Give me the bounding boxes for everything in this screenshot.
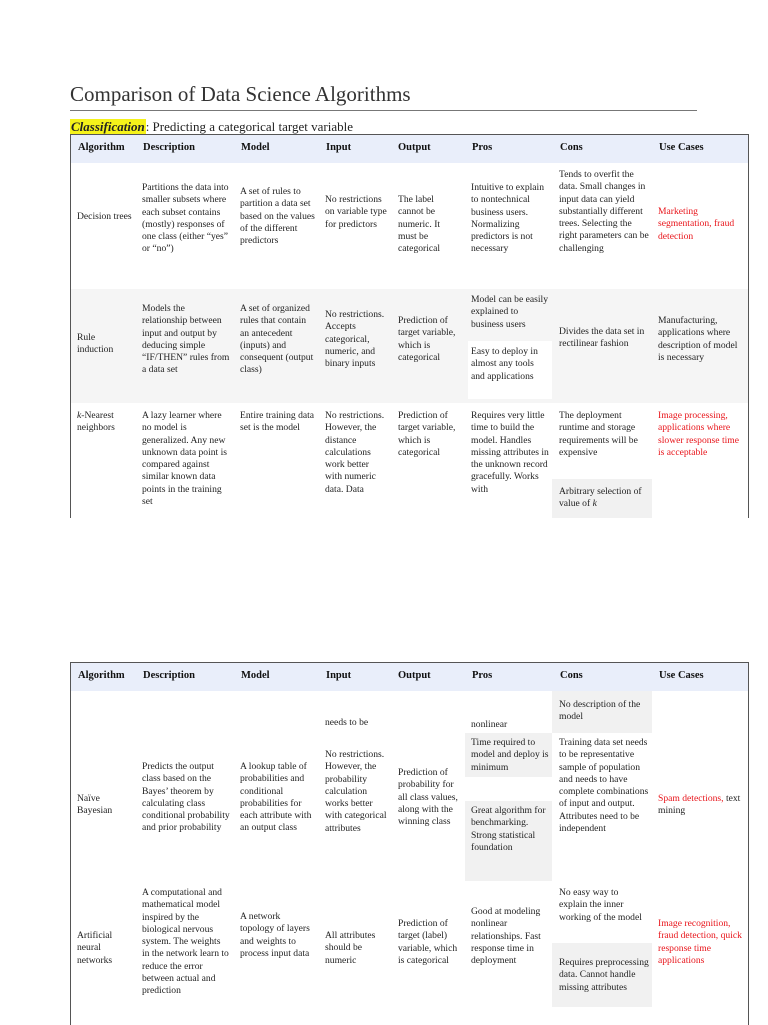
ann-use-cases: Image recognition, fraud detection, quick response time applications xyxy=(658,918,742,966)
decision-trees-cons: Tends to overfit the data. Small changes in input data can yield substantially different trees. Selecting the right parameters can be challenging xyxy=(559,169,649,254)
header-model: Model xyxy=(241,142,270,153)
comparison-table-part-1 xyxy=(70,134,749,518)
ann-pros: Good at modeling nonlinear relationships. Fast response time in deployment xyxy=(471,906,541,967)
header-description: Description xyxy=(143,670,195,681)
header-pros: Pros xyxy=(472,142,493,153)
ann-algorithm: Artificial neural networks xyxy=(77,930,113,966)
decision-trees-algorithm: Decision trees xyxy=(77,211,132,222)
naive-bayes-pros-2: Great algorithm for benchmarking. Strong statistical foundation xyxy=(471,805,546,853)
comparison-table-part-2 xyxy=(70,662,749,1025)
rule-induction-model: A set of organized rules that contain an antecedent (inputs) and consequent (output class) xyxy=(240,303,314,376)
naive-bayes-pros-1: Time required to model and deploy is minimum xyxy=(471,737,549,773)
classification-highlight: Classification xyxy=(71,119,145,134)
naive-bayes-description: Predicts the output class based on the Bayes’ theorem by calculating class conditional probability and prior probability xyxy=(142,761,230,834)
header-model: Model xyxy=(241,670,270,681)
title-divider xyxy=(70,110,697,111)
rule-induction-input: No restrictions. Accepts categorical, numeric, and binary inputs xyxy=(325,309,385,370)
knn-cons-2-k: k xyxy=(592,498,597,510)
decision-trees-pros: Intuitive to explain to nontechnical business users. Normalizing predictors is not necessary xyxy=(471,182,545,255)
knn-algorithm-rest: -Nearest neighbors xyxy=(77,410,115,434)
knn-cons-continued: No description of the model xyxy=(559,699,641,723)
header-output: Output xyxy=(398,142,431,153)
decision-trees-use-cases: Marketing segmentation, fraud detection xyxy=(658,206,735,242)
knn-cons-2 xyxy=(559,486,649,511)
section-subtitle xyxy=(70,119,353,135)
ann-model: A network topology of layers and weights to process input data xyxy=(240,911,310,959)
rule-induction-use-cases: Manufacturing, applications where description of model is necessary xyxy=(658,315,738,363)
header-input: Input xyxy=(326,670,352,681)
header-input: Input xyxy=(326,142,352,153)
decision-trees-output: The label cannot be numeric. It must be categorical xyxy=(398,194,441,255)
rule-induction-algorithm: Rule induction xyxy=(77,332,114,356)
table-row-naive-bayesian xyxy=(71,733,748,883)
header-output: Output xyxy=(398,670,431,681)
decision-trees-model: A set of rules to partition a data set based on the values of the different predictors xyxy=(240,186,315,247)
knn-description: A lazy learner where no model is generalized. Any new unknown data point is compared against similar known data points in the training set xyxy=(142,410,228,508)
header-cons: Cons xyxy=(560,670,583,681)
table-row-rule-induction xyxy=(71,289,748,403)
table-row-neural-networks xyxy=(71,883,748,1025)
knn-use-cases: Image processing, applications where slower response time is acceptable xyxy=(658,410,739,458)
naive-bayes-cons: Training data set needs to be representative sample of population and needs to have complete combinations of input and output. Attributes need to be independent xyxy=(559,737,649,835)
knn-algorithm xyxy=(77,410,133,435)
decision-trees-input: No restrictions on variable type for predictors xyxy=(325,194,387,230)
rule-induction-cons: Divides the data set in rectilinear fashion xyxy=(559,326,645,350)
header-cons: Cons xyxy=(560,142,583,153)
ann-output: Prediction of target (label) variable, which is categorical xyxy=(398,918,458,966)
rule-induction-output: Prediction of target variable, which is categorical xyxy=(398,315,456,363)
knn-cons-2-text: Arbitrary selection of value of xyxy=(559,486,642,510)
table-header xyxy=(71,135,748,163)
table-row-decision-trees xyxy=(71,163,748,289)
naive-bayes-input: No restrictions. However, the probability calculation works better with categorical attributes xyxy=(325,749,387,834)
naive-bayes-model: A lookup table of probabilities and conditional probabilities for each attribute with an output class xyxy=(240,761,312,834)
knn-algorithm-k: k xyxy=(77,410,82,421)
naive-bayes-use-cases-black: text mining xyxy=(658,793,741,817)
rule-induction-description: Models the relationship between input and output by deducing simple “IF/THEN” rules from a data set xyxy=(142,303,230,376)
ann-input: All attributes should be numeric xyxy=(325,930,376,966)
header-use-cases: Use Cases xyxy=(659,142,704,153)
subtitle-text: : Predicting a categorical target variable xyxy=(145,119,353,134)
naive-bayes-use-cases xyxy=(658,793,742,818)
knn-input-continued: needs to be xyxy=(325,717,369,728)
naive-bayes-use-cases-red: Spam detections, xyxy=(658,793,724,804)
rule-induction-pros-2: Easy to deploy in almost any tools and applications xyxy=(471,346,538,382)
header-description: Description xyxy=(143,142,195,153)
rule-induction-pros-1: Model can be easily explained to business users xyxy=(471,294,548,330)
knn-pros: Requires very little time to build the model. Handles missing attributes in the unknown record gracefully. Works with xyxy=(471,410,549,495)
naive-bayes-output: Prediction of probability for all class values, along with the winning class xyxy=(398,767,458,828)
naive-bayes-algorithm: Naïve Bayesian xyxy=(77,793,113,817)
knn-cons-1: The deployment runtime and storage requirements will be expensive xyxy=(559,410,638,458)
knn-model: Entire training data set is the model xyxy=(240,410,315,434)
header-algorithm: Algorithm xyxy=(78,670,125,681)
knn-pros-continued: nonlinear xyxy=(471,719,508,730)
knn-input: No restrictions. However, the distance calculations work better with numeric data. Data xyxy=(325,410,385,495)
ann-cons-1: No easy way to explain the inner working of the model xyxy=(559,887,642,923)
ann-cons-2: Requires preprocessing data. Cannot handle missing attributes xyxy=(559,957,649,993)
table-header xyxy=(71,663,748,691)
header-algorithm: Algorithm xyxy=(78,142,125,153)
header-use-cases: Use Cases xyxy=(659,670,704,681)
ann-description: A computational and mathematical model inspired by the biological nervous system. The weights in the network learn to reduce the error between actual and prediction xyxy=(142,887,229,997)
header-pros: Pros xyxy=(472,670,493,681)
page-title: Comparison of Data Science Algorithms xyxy=(70,82,411,106)
knn-output: Prediction of target variable, which is categorical xyxy=(398,410,456,458)
table-row-knn xyxy=(71,403,748,518)
decision-trees-description: Partitions the data into smaller subsets where each subset contains (mostly) responses of one class (either “yes” or “no”) xyxy=(142,182,229,255)
table-row-knn-continuation xyxy=(71,691,748,733)
